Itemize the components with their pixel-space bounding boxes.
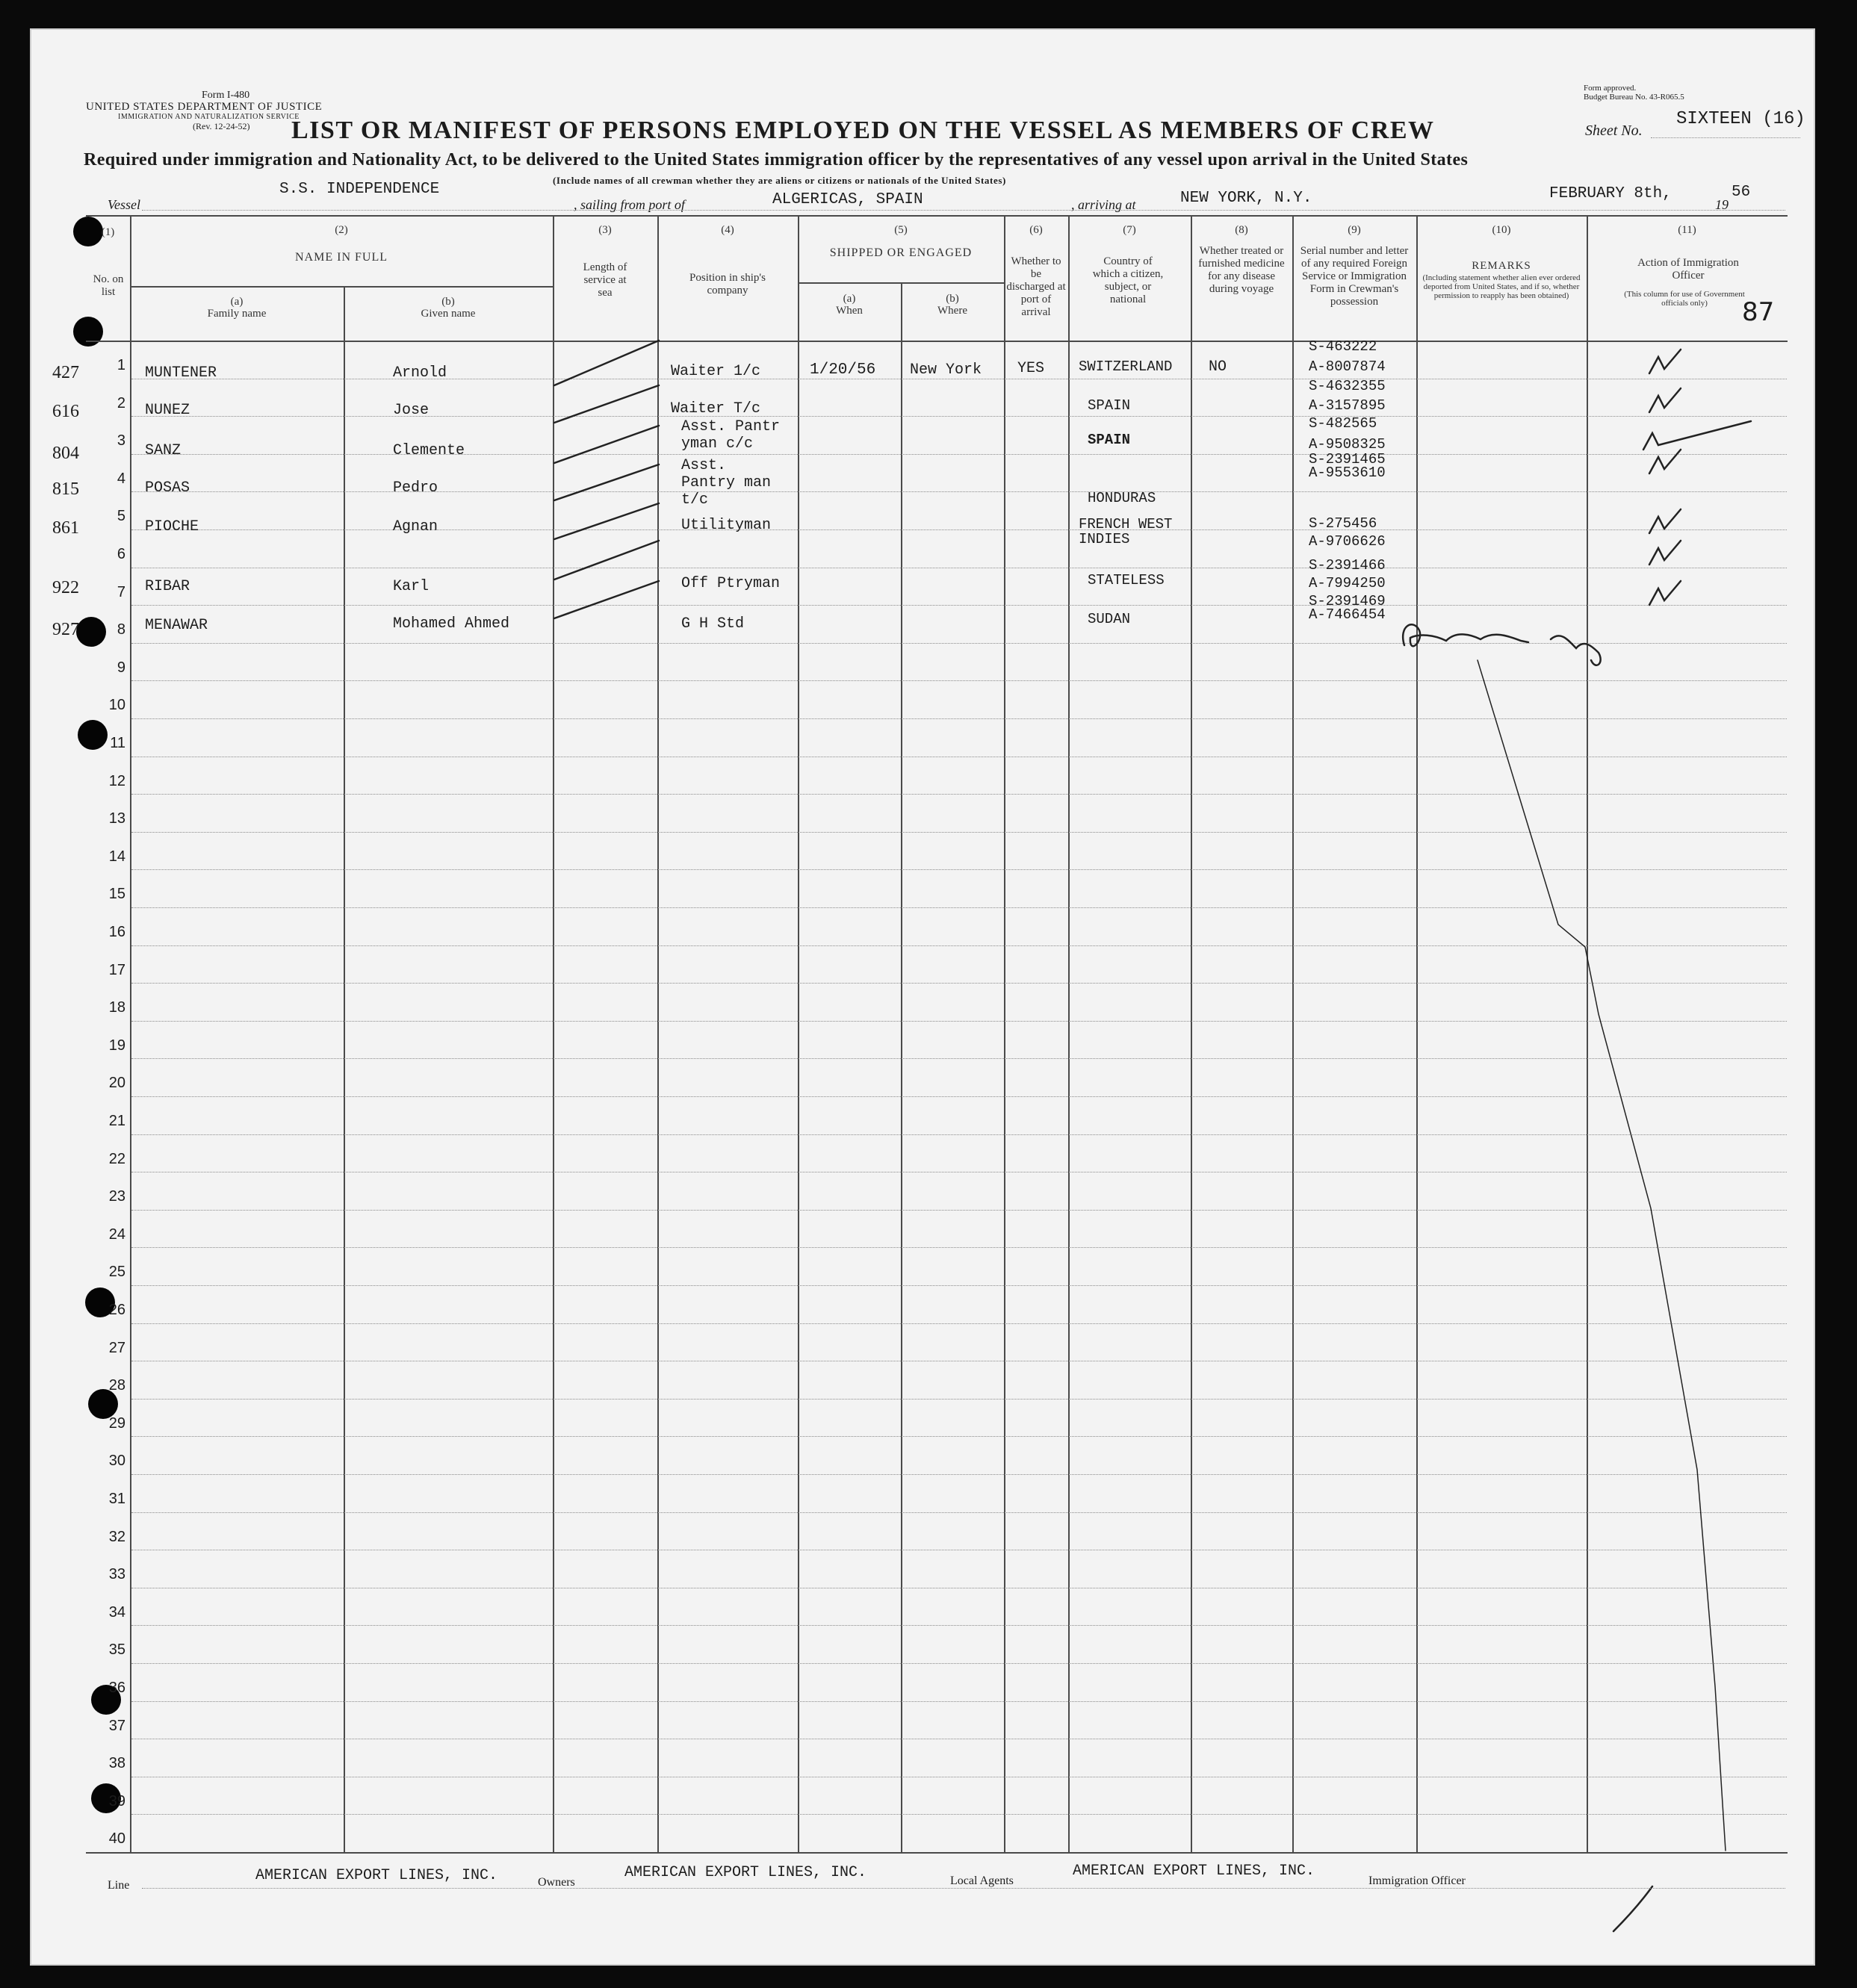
row-number: 27 bbox=[108, 1339, 125, 1356]
row-number: 12 bbox=[108, 772, 125, 789]
approval-note: Form approved. bbox=[1584, 84, 1637, 93]
row-number: 24 bbox=[108, 1226, 125, 1243]
col9-number: (9) bbox=[1348, 224, 1361, 236]
service-dash bbox=[554, 385, 659, 423]
serial-top: S-275456 bbox=[1309, 515, 1377, 532]
given-name: Arnold bbox=[393, 364, 447, 382]
margin-number: 922 bbox=[52, 578, 79, 597]
family-name: POSAS bbox=[145, 479, 190, 497]
row-number: 10 bbox=[108, 697, 125, 714]
col3-header: Length of service at sea bbox=[583, 261, 627, 299]
check-mark bbox=[1649, 541, 1681, 565]
margin-number: 815 bbox=[52, 479, 79, 499]
position: Utilityman bbox=[681, 517, 772, 534]
col2b-header: Given name bbox=[421, 308, 476, 320]
given-name: Mohamed Ahmed bbox=[393, 615, 510, 633]
col5b-header: Where bbox=[937, 305, 967, 317]
serial-bottom: A-7466454 bbox=[1309, 606, 1386, 623]
row-number: 6 bbox=[117, 546, 125, 562]
family-name: RIBAR bbox=[145, 578, 190, 595]
row-number: 15 bbox=[108, 886, 125, 903]
service-dash bbox=[554, 503, 659, 539]
row-number: 9 bbox=[117, 659, 125, 676]
col5a-number: (a) bbox=[843, 293, 856, 305]
row-number: 1 bbox=[117, 357, 125, 373]
row-number: 14 bbox=[108, 848, 125, 865]
family-name: MENAWAR bbox=[145, 617, 208, 634]
serial-top: S-2391469 bbox=[1309, 593, 1386, 609]
family-name: NUNEZ bbox=[145, 402, 190, 419]
country: SPAIN bbox=[1088, 397, 1131, 414]
check-mark bbox=[1649, 388, 1681, 412]
vessel-name: S.S. INDEPENDENCE bbox=[279, 181, 440, 198]
agents-value: AMERICAN EXPORT LINES, INC. bbox=[1073, 1863, 1315, 1880]
manifest-sheet bbox=[30, 28, 1815, 1966]
row-number: 25 bbox=[108, 1264, 125, 1281]
vessel-label: Vessel bbox=[108, 197, 140, 212]
row-number: 19 bbox=[108, 1037, 125, 1054]
service-dash bbox=[554, 541, 659, 580]
page-title: LIST OR MANIFEST OF PERSONS EMPLOYED ON THE VESSEL AS MEMBERS OF CREW bbox=[291, 117, 1435, 144]
col5b-number: (b) bbox=[946, 293, 959, 305]
budget-bureau: Budget Bureau No. 43-R065.5 bbox=[1584, 93, 1684, 102]
officer-label: Immigration Officer bbox=[1368, 1874, 1466, 1887]
row-number: 34 bbox=[108, 1603, 125, 1621]
country: HONDURAS bbox=[1088, 490, 1156, 506]
row-number: 17 bbox=[108, 961, 125, 978]
col7-number: (7) bbox=[1123, 224, 1136, 236]
serial-bottom: A-9706626 bbox=[1309, 533, 1386, 550]
col2a-header: Family name bbox=[207, 308, 267, 320]
serial-top: S-2391466 bbox=[1309, 557, 1386, 574]
check-mark bbox=[1649, 581, 1681, 605]
row-number: 38 bbox=[108, 1755, 125, 1772]
col2-number: (2) bbox=[335, 224, 348, 236]
col8-header: Whether treated or furnished medicine for any disease during voyage bbox=[1198, 245, 1285, 295]
col10-number: (10) bbox=[1492, 224, 1511, 236]
row-number: 26 bbox=[108, 1302, 125, 1318]
row-number: 37 bbox=[108, 1717, 125, 1734]
shipped-where: New York bbox=[910, 361, 982, 379]
margin-number: 616 bbox=[52, 402, 79, 421]
service-name: IMMIGRATION AND NATURALIZATION SERVICE bbox=[118, 113, 300, 121]
col6-header: Whether to be discharged at port of arrival bbox=[1006, 255, 1066, 318]
row-number: 30 bbox=[108, 1453, 125, 1470]
sailing-label: , sailing from port of bbox=[574, 197, 685, 212]
family-name: PIOCHE bbox=[145, 518, 199, 535]
serial-bottom: A-9508325 bbox=[1309, 436, 1386, 453]
given-name: Clemente bbox=[393, 442, 465, 459]
position: Asst. Pantry man t/c bbox=[681, 457, 772, 509]
medicine-status: NO bbox=[1209, 358, 1227, 376]
col8-number: (8) bbox=[1235, 224, 1248, 236]
position: G H Std bbox=[681, 615, 745, 633]
serial-top: S-2391465 bbox=[1309, 451, 1386, 468]
row-number: 21 bbox=[108, 1113, 125, 1129]
arriving-label: , arriving at bbox=[1071, 197, 1136, 212]
service-dash bbox=[554, 581, 659, 618]
row-number: 33 bbox=[108, 1566, 125, 1583]
col11-subheader: (This column for use of Government officials only) bbox=[1624, 290, 1745, 308]
service-dash bbox=[554, 465, 659, 500]
shipped-when: 1/20/56 bbox=[810, 361, 876, 379]
family-name: MUNTENER bbox=[145, 364, 217, 382]
service-dash bbox=[554, 341, 659, 385]
row-number: 36 bbox=[108, 1680, 125, 1696]
row-number: 32 bbox=[108, 1528, 125, 1545]
footer-underline bbox=[142, 1888, 1785, 1889]
officer-check bbox=[1613, 1886, 1652, 1931]
country: SUDAN bbox=[1088, 611, 1131, 627]
serial-bottom: A-3157895 bbox=[1309, 397, 1386, 414]
discharge-status: YES bbox=[1017, 360, 1045, 377]
sailing-port: ALGERICAS, SPAIN bbox=[772, 191, 923, 208]
row-number: 2 bbox=[117, 394, 125, 411]
position: Waiter 1/c bbox=[671, 363, 761, 380]
arriving-port: NEW YORK, N.Y. bbox=[1180, 190, 1312, 207]
col2b-number: (b) bbox=[441, 296, 455, 308]
col1-number: (1) bbox=[101, 226, 115, 238]
year-prefix: 19 bbox=[1715, 197, 1729, 212]
row-number: 31 bbox=[108, 1491, 125, 1507]
col5-number: (5) bbox=[894, 224, 908, 236]
row-number: 40 bbox=[108, 1830, 125, 1848]
check-mark bbox=[1649, 350, 1681, 373]
row-number: 20 bbox=[108, 1075, 125, 1092]
line-value: AMERICAN EXPORT LINES, INC. bbox=[255, 1867, 498, 1884]
col6-number: (6) bbox=[1029, 224, 1043, 236]
sheet-label: Sheet No. bbox=[1585, 122, 1643, 139]
margin-number: 427 bbox=[52, 363, 79, 382]
margin-number: 804 bbox=[52, 444, 79, 463]
col11-header: Action of Immigration Officer bbox=[1637, 257, 1739, 282]
arrival-date: FEBRUARY 8th, bbox=[1549, 185, 1672, 202]
col2a-number: (a) bbox=[230, 296, 244, 308]
sheet-number: SIXTEEN (16) bbox=[1676, 109, 1805, 129]
row-number: 23 bbox=[108, 1188, 125, 1205]
revision-label: (Rev. 12-24-52) bbox=[193, 121, 250, 131]
margin-number: 861 bbox=[52, 518, 79, 538]
row-number: 5 bbox=[117, 508, 125, 525]
col4-number: (4) bbox=[721, 224, 734, 236]
row-number: 22 bbox=[108, 1150, 125, 1167]
col11-number: (11) bbox=[1678, 224, 1696, 236]
position: Off Ptryman bbox=[681, 575, 781, 592]
officer-signature bbox=[1403, 624, 1601, 665]
serial-bottom: A-8007874 bbox=[1309, 358, 1386, 375]
serial-top: S-4632355 bbox=[1309, 378, 1386, 394]
margin-number: 927 bbox=[52, 620, 79, 639]
signature-tail bbox=[1478, 660, 1726, 1851]
service-dash bbox=[554, 426, 659, 463]
serial-bottom: A-7994250 bbox=[1309, 575, 1386, 591]
position: Waiter T/c bbox=[671, 400, 761, 417]
serial-top: S-463222 bbox=[1309, 338, 1377, 355]
col4-header: Position in ship's company bbox=[689, 272, 766, 296]
row-number: 29 bbox=[108, 1414, 125, 1432]
owners-value: AMERICAN EXPORT LINES, INC. bbox=[624, 1864, 867, 1881]
col5a-header: When bbox=[836, 305, 863, 317]
page-number: 87 bbox=[1742, 297, 1775, 327]
given-name: Karl bbox=[393, 578, 430, 595]
department-name: UNITED STATES DEPARTMENT OF JUSTICE bbox=[86, 101, 323, 113]
country: SWITZERLAND bbox=[1079, 358, 1173, 375]
include-note: (Include names of all crewman whether they are aliens or citizens or nationals of the United States) bbox=[553, 175, 1006, 186]
row-number: 28 bbox=[108, 1377, 125, 1394]
position: Asst. Pantr yman c/c bbox=[681, 418, 781, 453]
family-name: SANZ bbox=[145, 442, 182, 459]
row-number: 35 bbox=[108, 1641, 125, 1659]
row-number: 39 bbox=[108, 1792, 125, 1810]
col7-header: Country of which a citizen, subject, or national bbox=[1092, 255, 1164, 305]
col1-header: No. on list bbox=[93, 273, 124, 298]
col2-header: NAME IN FULL bbox=[295, 251, 388, 264]
owners-label: Owners bbox=[538, 1876, 575, 1889]
row-number: 8 bbox=[117, 621, 125, 639]
row-number: 4 bbox=[117, 470, 125, 487]
subtitle: Required under immigration and Nationality Act, to be delivered to the United States immigration officer by the representatives of any vessel upon arrival in the United States bbox=[84, 150, 1469, 170]
col10-header: REMARKS bbox=[1472, 260, 1531, 272]
row-number: 7 bbox=[117, 583, 125, 600]
col10-subheader: (Including statement whether alien ever ordered deported from United States, and if so, whether permission to reapply has been obtained) bbox=[1422, 273, 1581, 300]
row-number: 16 bbox=[108, 924, 125, 940]
given-name: Jose bbox=[393, 402, 430, 419]
handwritten-marks bbox=[30, 28, 1815, 1966]
country: STATELESS bbox=[1088, 572, 1165, 588]
serial-top: S-482565 bbox=[1309, 415, 1377, 432]
row-number: 3 bbox=[117, 432, 125, 450]
year-suffix: 56 bbox=[1732, 184, 1751, 201]
col9-header: Serial number and letter of any required Foreign Service or Immigration Form in Crewman's possession bbox=[1300, 245, 1409, 308]
line-label: Line bbox=[108, 1879, 130, 1892]
col3-number: (3) bbox=[598, 224, 612, 236]
check-mark bbox=[1643, 421, 1751, 450]
check-mark bbox=[1649, 450, 1681, 473]
country: SPAIN bbox=[1088, 432, 1131, 448]
row-number: 11 bbox=[110, 735, 125, 751]
form-number: Form I-480 bbox=[202, 90, 250, 101]
check-mark bbox=[1649, 509, 1681, 533]
country: FRENCH WEST INDIES bbox=[1079, 516, 1173, 547]
given-name: Agnan bbox=[393, 518, 438, 535]
serial-bottom: A-9553610 bbox=[1309, 465, 1386, 481]
given-name: Pedro bbox=[393, 479, 438, 497]
col5-header: SHIPPED OR ENGAGED bbox=[829, 246, 973, 259]
agents-label: Local Agents bbox=[950, 1874, 1014, 1887]
row-number: 13 bbox=[108, 810, 125, 827]
row-number: 18 bbox=[108, 999, 125, 1016]
